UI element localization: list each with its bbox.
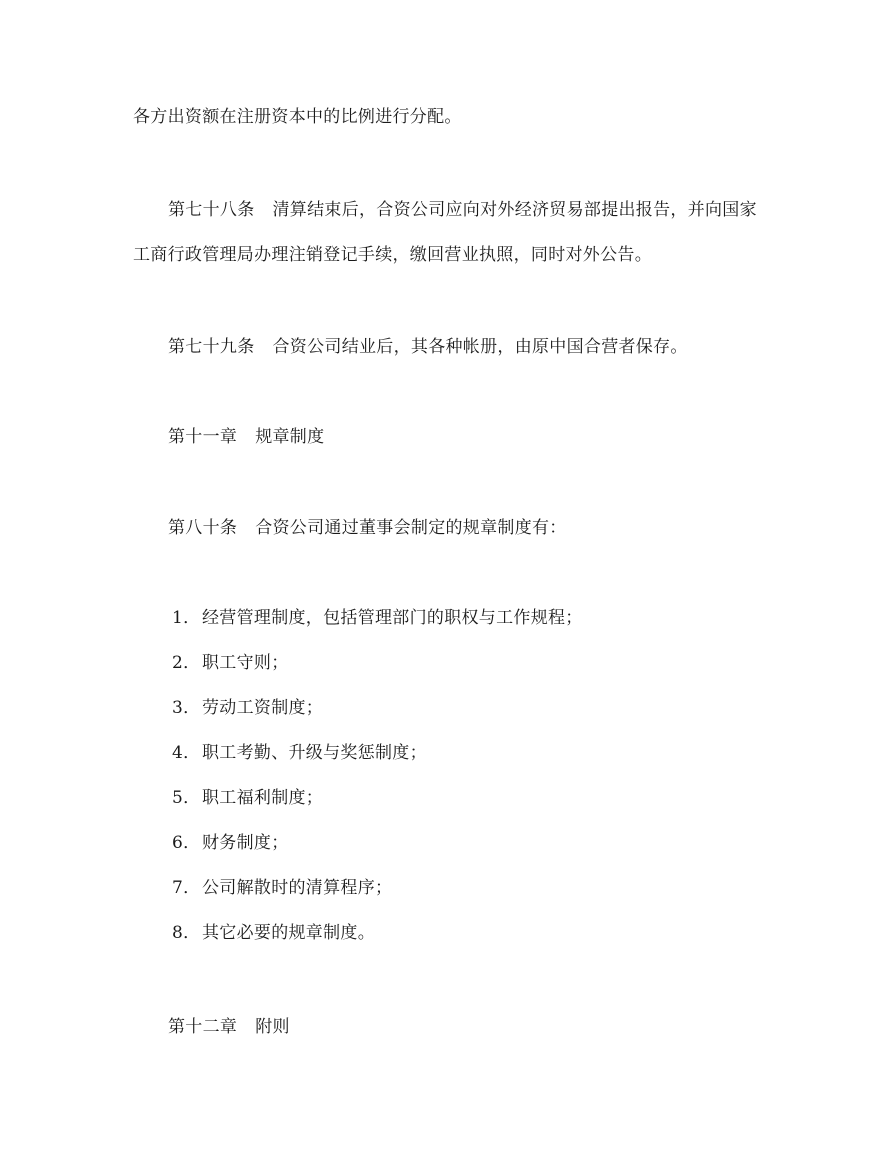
article-78-text-1: 清算结束后，合资公司应向对外经济贸易部提出报告，并向国家 [272,200,757,220]
list-item-text: 其它必要的规章制度。 [202,923,375,943]
list-item-number: 5． [172,788,201,808]
article-80-number: 第八十条 [168,518,238,538]
list-item-text: 职工福利制度； [202,788,324,808]
list-item-number: 6． [172,833,201,853]
article-80 [168,517,567,539]
list-item-number: 7． [172,878,201,898]
chapter-11-number: 第十一章 [168,427,238,447]
list-item [172,697,323,719]
article-80-text: 合资公司通过董事会制定的规章制度有： [255,518,567,538]
list-item [172,832,289,854]
chapter-12-title: 附则 [255,1017,290,1037]
chapter-11-heading [168,426,324,448]
list-item-number: 1． [172,608,201,628]
list-item-text: 劳动工资制度； [202,698,324,718]
list-item-text: 经营管理制度，包括管理部门的职权与工作规程； [202,608,583,628]
article-79 [168,336,688,358]
list-item [172,607,583,629]
list-item-number: 2． [172,653,201,673]
list-item-text: 公司解散时的清算程序； [202,878,393,898]
list-item-text: 财务制度； [202,833,289,853]
list-item [172,877,392,899]
list-item [172,742,427,764]
list-item [172,787,323,809]
list-item [172,922,375,944]
list-item-text: 职工考勤、升级与奖惩制度； [202,743,427,763]
article-78-line-1 [168,199,757,221]
article-78-line-2: 工商行政管理局办理注销登记手续，缴回营业执照，同时对外公告。 [133,245,652,265]
list-item-text: 职工守则； [202,653,289,673]
list-item [172,652,289,674]
list-item-number: 8． [172,923,201,943]
chapter-12-number: 第十二章 [168,1017,238,1037]
list-item-number: 3． [172,698,201,718]
chapter-11-title: 规章制度 [255,427,325,447]
article-78-number: 第七十八条 [168,200,255,220]
list-item-number: 4． [172,743,201,763]
article-79-text: 合资公司结业后，其各种帐册，由原中国合营者保存。 [272,337,688,357]
article-79-number: 第七十九条 [168,337,255,357]
chapter-12-heading [168,1016,290,1038]
continuation-paragraph: 各方出资额在注册资本中的比例进行分配。 [133,107,462,127]
